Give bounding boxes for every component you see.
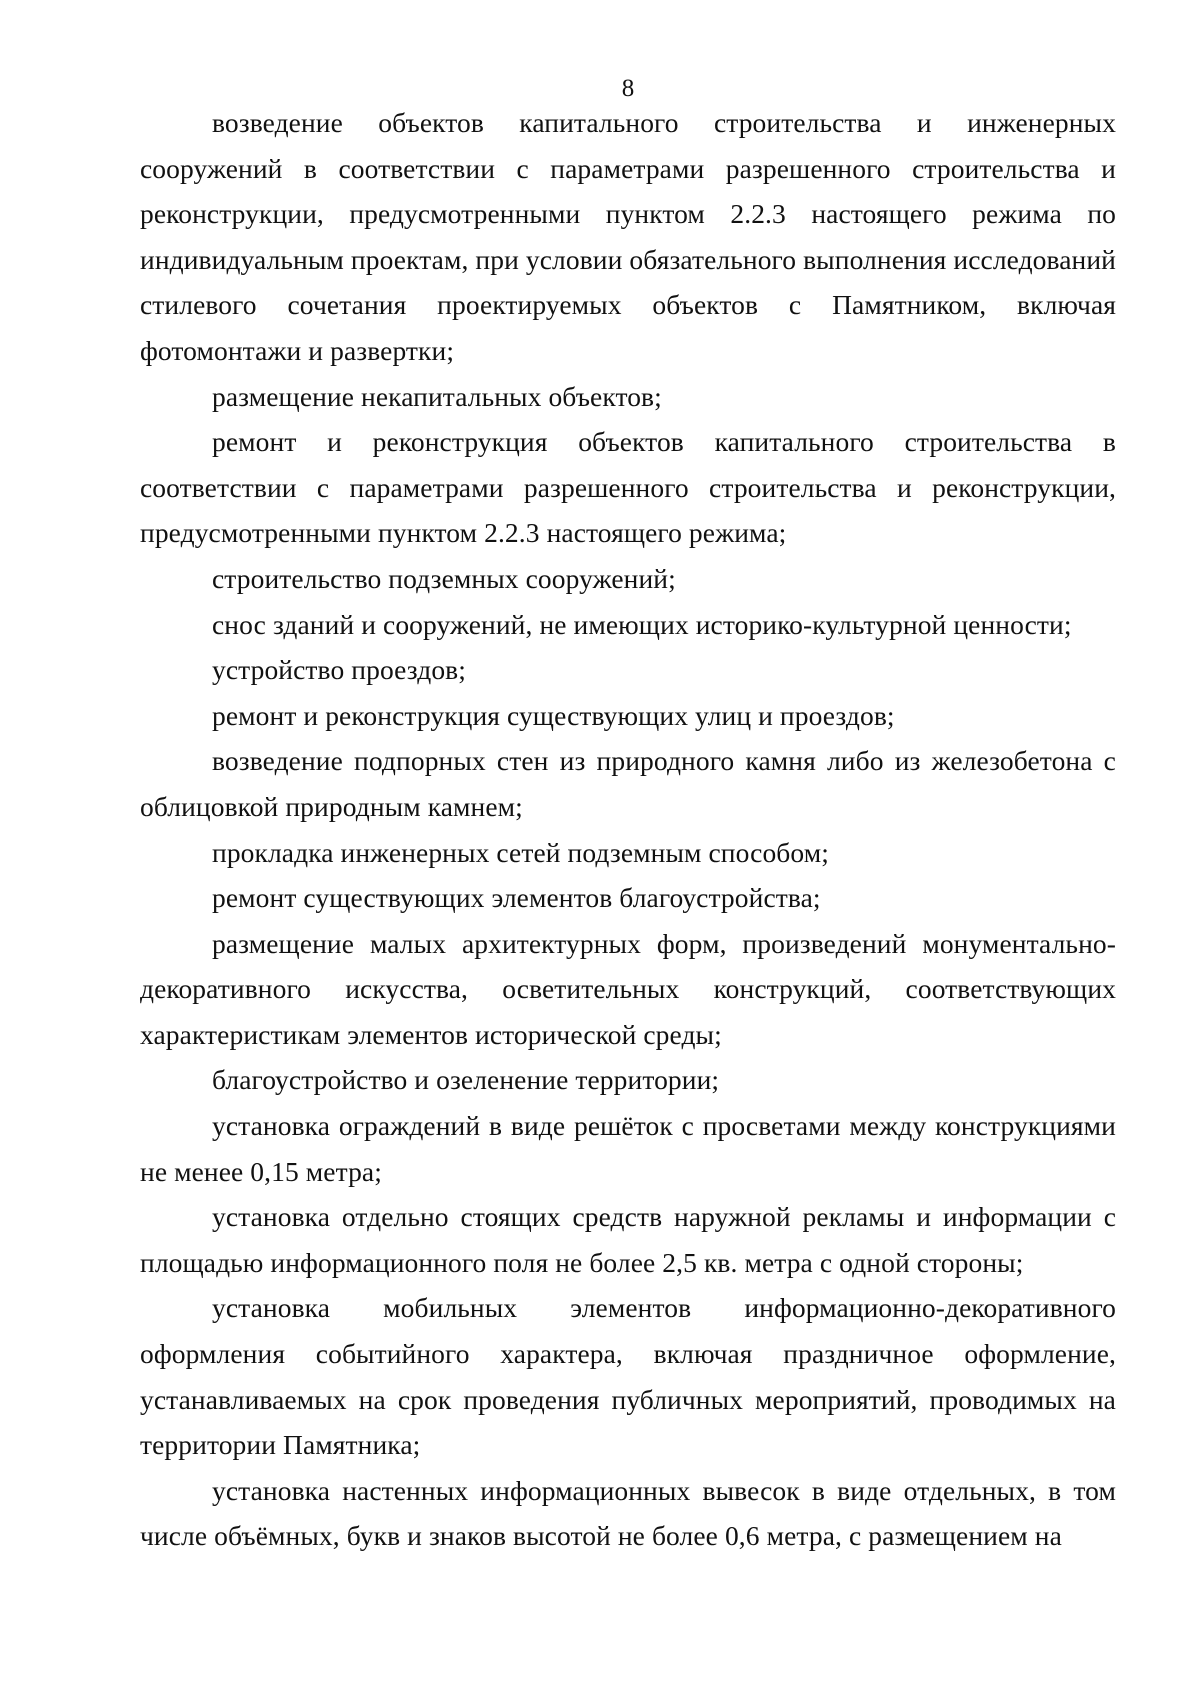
paragraph: установка настенных информационных вывесок в виде отдельных, в том числе объёмных, букв и знаков высотой не более 0,6 метра, с размещением на <box>140 1474 1116 1552</box>
paragraph: благоустройство и озеленение территории; <box>212 1064 720 1096</box>
paragraph: ремонт и реконструкция объектов капитального строительства в соответствии с параметрами разрешенного строительства и реконструкции, предусмотренными пунктом 2.2.3 настоящего режима; <box>140 426 1116 549</box>
paragraph: установка отдельно стоящих средств наружной рекламы и информации с площадью информационного поля не более 2,5 кв. метра с одной стороны; <box>140 1201 1116 1278</box>
document-body <box>140 100 1116 1559</box>
paragraph: строительство подземных сооружений; <box>212 562 676 594</box>
paragraph: ремонт и реконструкция существующих улиц и проездов; <box>212 699 895 731</box>
paragraph: прокладка инженерных сетей подземным способом; <box>212 836 829 868</box>
paragraph: установка ограждений в виде решёток с просветами между конструкциями не менее 0,15 метра; <box>140 1110 1116 1187</box>
paragraph: устройство проездов; <box>212 654 466 686</box>
page-number: 8 <box>621 75 635 102</box>
paragraph: установка мобильных элементов информационно-декоративного оформления событийного характера, включая праздничное оформление, устанавливаемых на срок проведения публичных мероприятий, проводимых на территории Памятника; <box>140 1292 1116 1461</box>
paragraph: ремонт существующих элементов благоустройства; <box>212 882 821 914</box>
paragraph: размещение некапитальных объектов; <box>212 380 662 412</box>
paragraph: возведение подпорных стен из природного камня либо из железобетона с облицовкой природным камнем; <box>140 745 1116 822</box>
paragraph: возведение объектов капитального строительства и инженерных сооружений в соответствии с параметрами разрешенного строительства и реконструкции, предусмотренными пунктом 2.2.3 настоящего режима по индивидуальным проектам, при условии обязательного выполнения исследований стилевого сочетания проектируемых объектов с Памятником, включая фотомонтажи и развертки; <box>140 107 1116 366</box>
paragraph: размещение малых архитектурных форм, произведений монументально-декоративного искусства, осветительных конструкций, соответствующих характеристикам элементов исторической среды; <box>140 927 1116 1050</box>
paragraph: снос зданий и сооружений, не имеющих историко-культурной ценности; <box>212 608 1072 640</box>
